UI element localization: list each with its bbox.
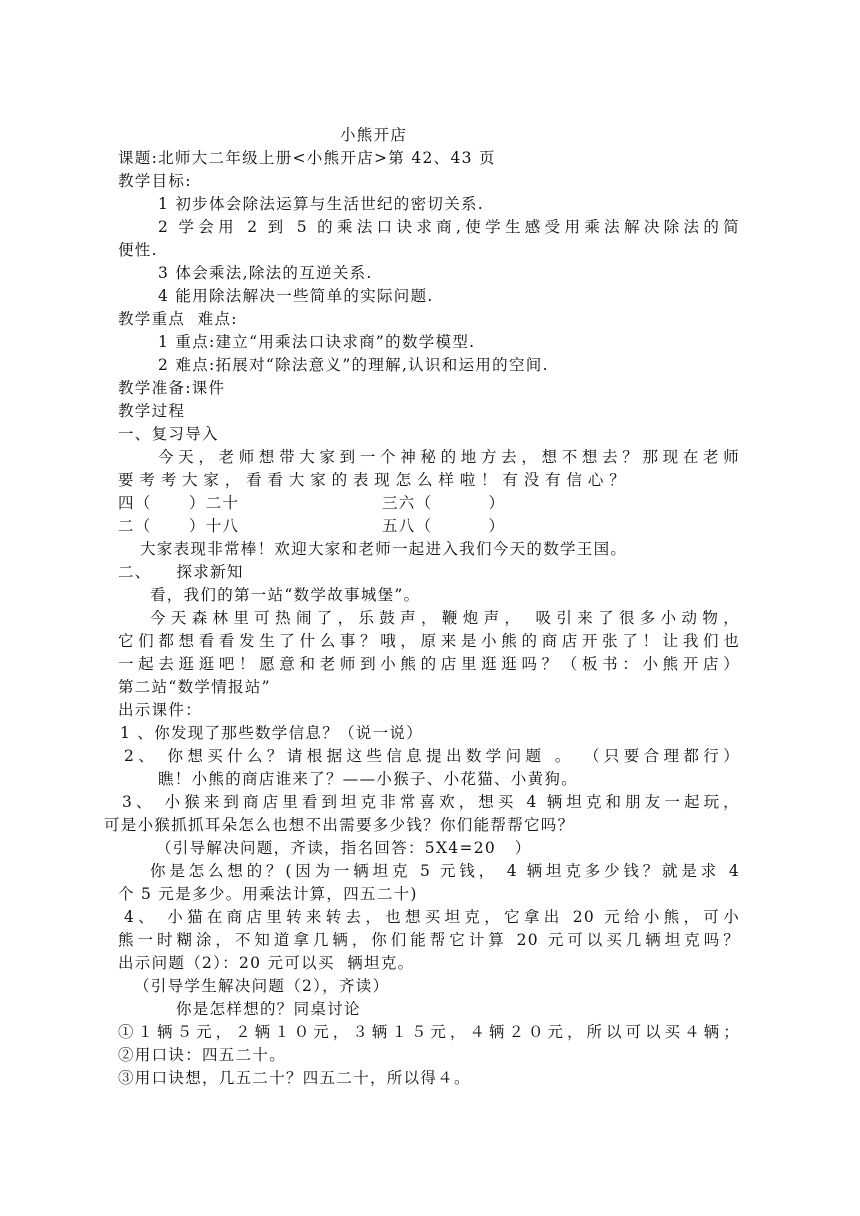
goal-3: 3 体会乘法,除法的互逆关系. xyxy=(158,264,373,282)
answer-1: ①１辆５元，２辆１０元，３辆１５元，４辆２０元，所以可以买４辆； xyxy=(118,1023,740,1041)
item-3: 3、 小猴来到商店里看到坦克非常喜欢，想买 4 辆坦克和朋友一起玩， xyxy=(122,793,740,811)
s2-paragraph-2-cont-1: 它们都想看看发生了什么事？哦，原来是小熊的商店开张了！让我们也 xyxy=(118,632,740,650)
goal-4: 4 能用除法解决一些简单的实际问题. xyxy=(158,287,434,305)
s1-paragraph-2: 大家表现非常棒！欢迎大家和老师一起进入我们今天的数学王国。 xyxy=(140,540,628,558)
show-courseware: 出示课件： xyxy=(118,701,203,719)
s2-paragraph-2: 今天森林里可热闹了，乐鼓声，鞭炮声， 吸引来了很多小动物， xyxy=(150,609,740,627)
key-point-2: 2 难点:拓展对“除法意义”的理解,认识和运用的空间. xyxy=(158,356,549,374)
prep-line: 教学准备:课件 xyxy=(118,379,226,397)
item-4-cont-2: 出示问题（2）：20 元可以买 辆坦克。 xyxy=(118,954,415,972)
item-2-cont: 瞧！小熊的商店谁来了？——小猴子、小花猫、小黄狗。 xyxy=(158,770,579,788)
item-3-cont-1: 可是小猴抓抓耳朵怎么也想不出需要多少钱？你们能帮帮它吗？ xyxy=(104,816,575,834)
item-4-cont-4: 你是怎样想的？同桌讨论 xyxy=(176,1000,361,1018)
s2-paragraph-2-cont-2: 一起去逛逛吧！愿意和老师到小熊的店里逛逛吗？（板书：小熊开店） xyxy=(118,655,740,673)
goal-2-cont: 便性. xyxy=(118,241,158,259)
s1-paragraph-1: 今天，老师想带大家到一个神秘的地方去，想不想去？那现在老师 xyxy=(158,448,740,466)
quiz-item-4: 五八（ ） xyxy=(382,517,506,535)
item-2: 2、 你想买什么？请根据这些信息提出数学问题 。 （只要合理都行） xyxy=(124,747,740,765)
s1-paragraph-1-cont: 要考考大家，看看大家的表现怎么样啦！有没有信心？ xyxy=(118,471,626,489)
item-3-cont-3: 你是怎么想的？(因为一辆坦克 5 元钱， 4 辆坦克多少钱？就是求 4 xyxy=(150,862,740,880)
key-point-1: 1 重点:建立“用乘法口诀求商”的数学模型. xyxy=(158,333,476,351)
doc-title: 小熊开店 xyxy=(340,126,408,144)
item-4-cont-3: （引导学生解决问题（2），齐读） xyxy=(134,977,390,995)
quiz-item-3: 二（ ）十八 xyxy=(118,517,240,535)
quiz-item-1: 四（ ）二十 xyxy=(118,494,240,512)
goal-2: 2 学会用 2 到 5 的乘法口诀求商,使学生感受用乘法解决除法的简 xyxy=(158,218,740,236)
goals-heading: 教学目标: xyxy=(118,172,192,190)
item-3-cont-4: 个 5 元是多少。用乘法计算，四五二十) xyxy=(118,885,418,903)
item-4-cont-1: 熊一时糊涂，不知道拿几辆，你们能帮它计算 20 元可以买几辆坦克吗？ xyxy=(118,931,740,949)
item-4: 4、 小猫在商店里转来转去，也想买坦克，它拿出 20 元给小熊，可小 xyxy=(124,908,740,926)
quiz-item-2: 三六（ ） xyxy=(382,494,506,512)
item-1: 1 、你发现了那些数学信息？（说一说） xyxy=(120,724,423,742)
s2-paragraph-1: 看，我们的第一站“数学故事城堡”。 xyxy=(150,586,421,604)
key-heading: 教学重点 难点: xyxy=(118,310,238,328)
answer-2: ②用口诀：四五二十。 xyxy=(118,1046,287,1064)
goal-1: 1 初步体会除法运算与生活世纪的密切关系. xyxy=(158,195,485,213)
station-2-heading: 第二站“数学情报站” xyxy=(118,678,271,696)
course-line: 课题:北师大二年级上册<小熊开店>第 42、43 页 xyxy=(118,149,496,167)
section-2-heading: 二、 探求新知 xyxy=(118,563,244,581)
item-3-cont-2: （引导解决问题，齐读，指名回答：5X4=20 ） xyxy=(156,839,532,857)
section-1-heading: 一、复习导入 xyxy=(118,425,219,443)
answer-3: ③用口诀想，几五二十？四五二十，所以得４。 xyxy=(118,1069,471,1087)
process-heading: 教学过程 xyxy=(118,402,186,420)
